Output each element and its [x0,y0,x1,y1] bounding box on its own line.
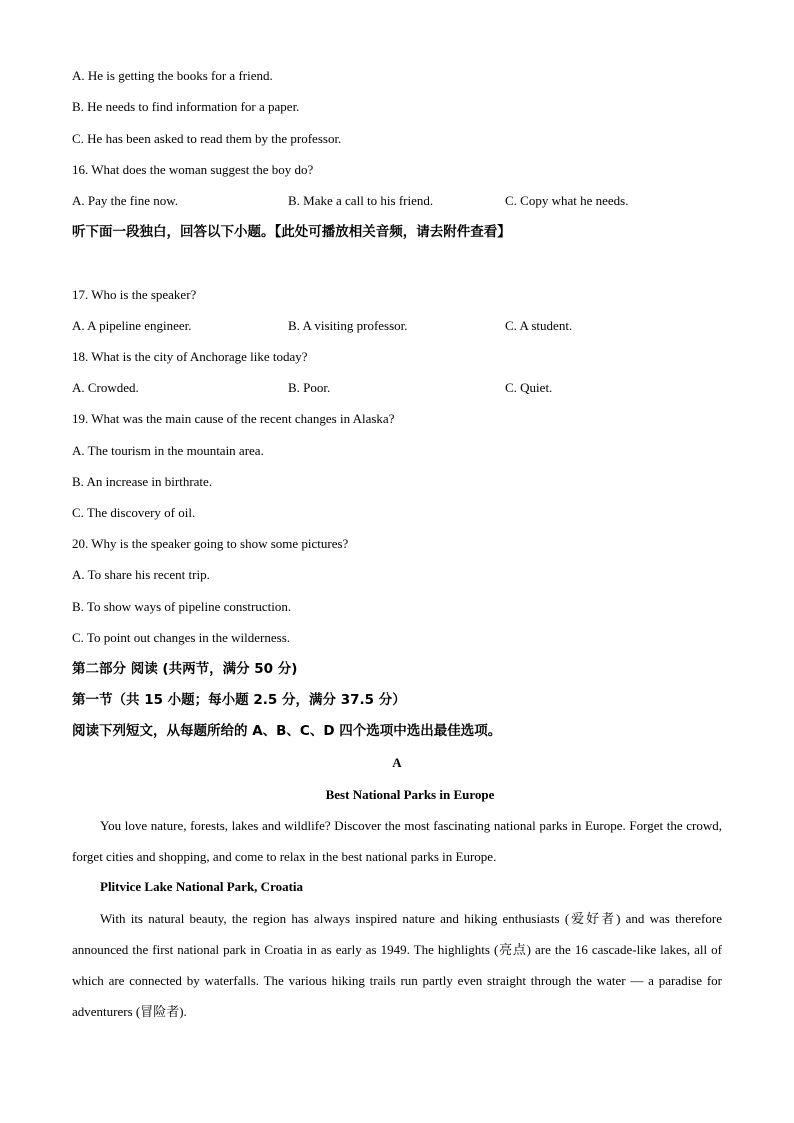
q18-option-b: B. Poor. [288,380,331,395]
q19-question: 19. What was the main cause of the recent changes in Alaska? [72,411,395,426]
reading-instruction: 阅读下列短文，从每题所给的 A、B、C、D 四个选项中选出最佳选项。 [72,723,502,739]
q20-option-c: C. To point out changes in the wilderness. [72,630,291,645]
q20-question: 20. Why is the speaker going to show some pictures? [72,536,349,551]
q18-option-c: C. Quiet. [505,380,553,395]
monologue-instruction: 听下面一段独白，回答以下小题。【此处可播放相关音频，请去附件查看】 [72,224,511,240]
q17-option-b: B. A visiting professor. [288,318,408,333]
q18-option-a: A. Crowded. [72,380,139,395]
passage-letter: A [392,755,402,770]
q20-option-b: B. To show ways of pipeline construction. [72,599,292,614]
part2-title: 第二部分 阅读 (共两节，满分 50 分) [72,661,298,677]
q16-option-a: A. Pay the fine now. [72,193,179,208]
q16-option-b: B. Make a call to his friend. [288,193,434,208]
park1-text: With its natural beauty, the region has always inspired nature and hiking enthusiasts (爱好者) and was therefore announced the first national park in Croatia in as early as 1949. The highlights (亮点) are the 16 cascade-like lakes, all of which are connected by waterfalls. The various hiking trails run partly even straight through the water — a paradise for adventurers (冒险者). [72,911,722,1019]
q17-question: 17. Who is the speaker? [72,287,197,302]
q19-option-b: B. An increase in birthrate. [72,474,213,489]
q18-question: 18. What is the city of Anchorage like today? [72,349,308,364]
park1-heading: Plitvice Lake National Park, Croatia [100,879,304,894]
q15-option-c: C. He has been asked to read them by the professor. [72,131,342,146]
q15-option-a: A. He is getting the books for a friend. [72,68,273,83]
q15-option-b: B. He needs to find information for a paper. [72,99,300,114]
q20-option-a: A. To share his recent trip. [72,567,210,582]
q17-option-a: A. A pipeline engineer. [72,318,192,333]
q19-option-c: C. The discovery of oil. [72,505,196,520]
section1-title: 第一节（共 15 小题；每小题 2.5 分，满分 37.5 分） [72,692,406,708]
q17-option-c: C. A student. [505,318,573,333]
passage-title: Best National Parks in Europe [325,787,495,802]
q16-option-c: C. Copy what he needs. [505,193,629,208]
passage-intro: You love nature, forests, lakes and wildlife? Discover the most fascinating national parks in Europe. Forget the crowd, forget cities and shopping, and come to relax in the best national parks in Europe. [72,818,722,864]
q16-question: 16. What does the woman suggest the boy do? [72,162,314,177]
q19-option-a: A. The tourism in the mountain area. [72,443,264,458]
